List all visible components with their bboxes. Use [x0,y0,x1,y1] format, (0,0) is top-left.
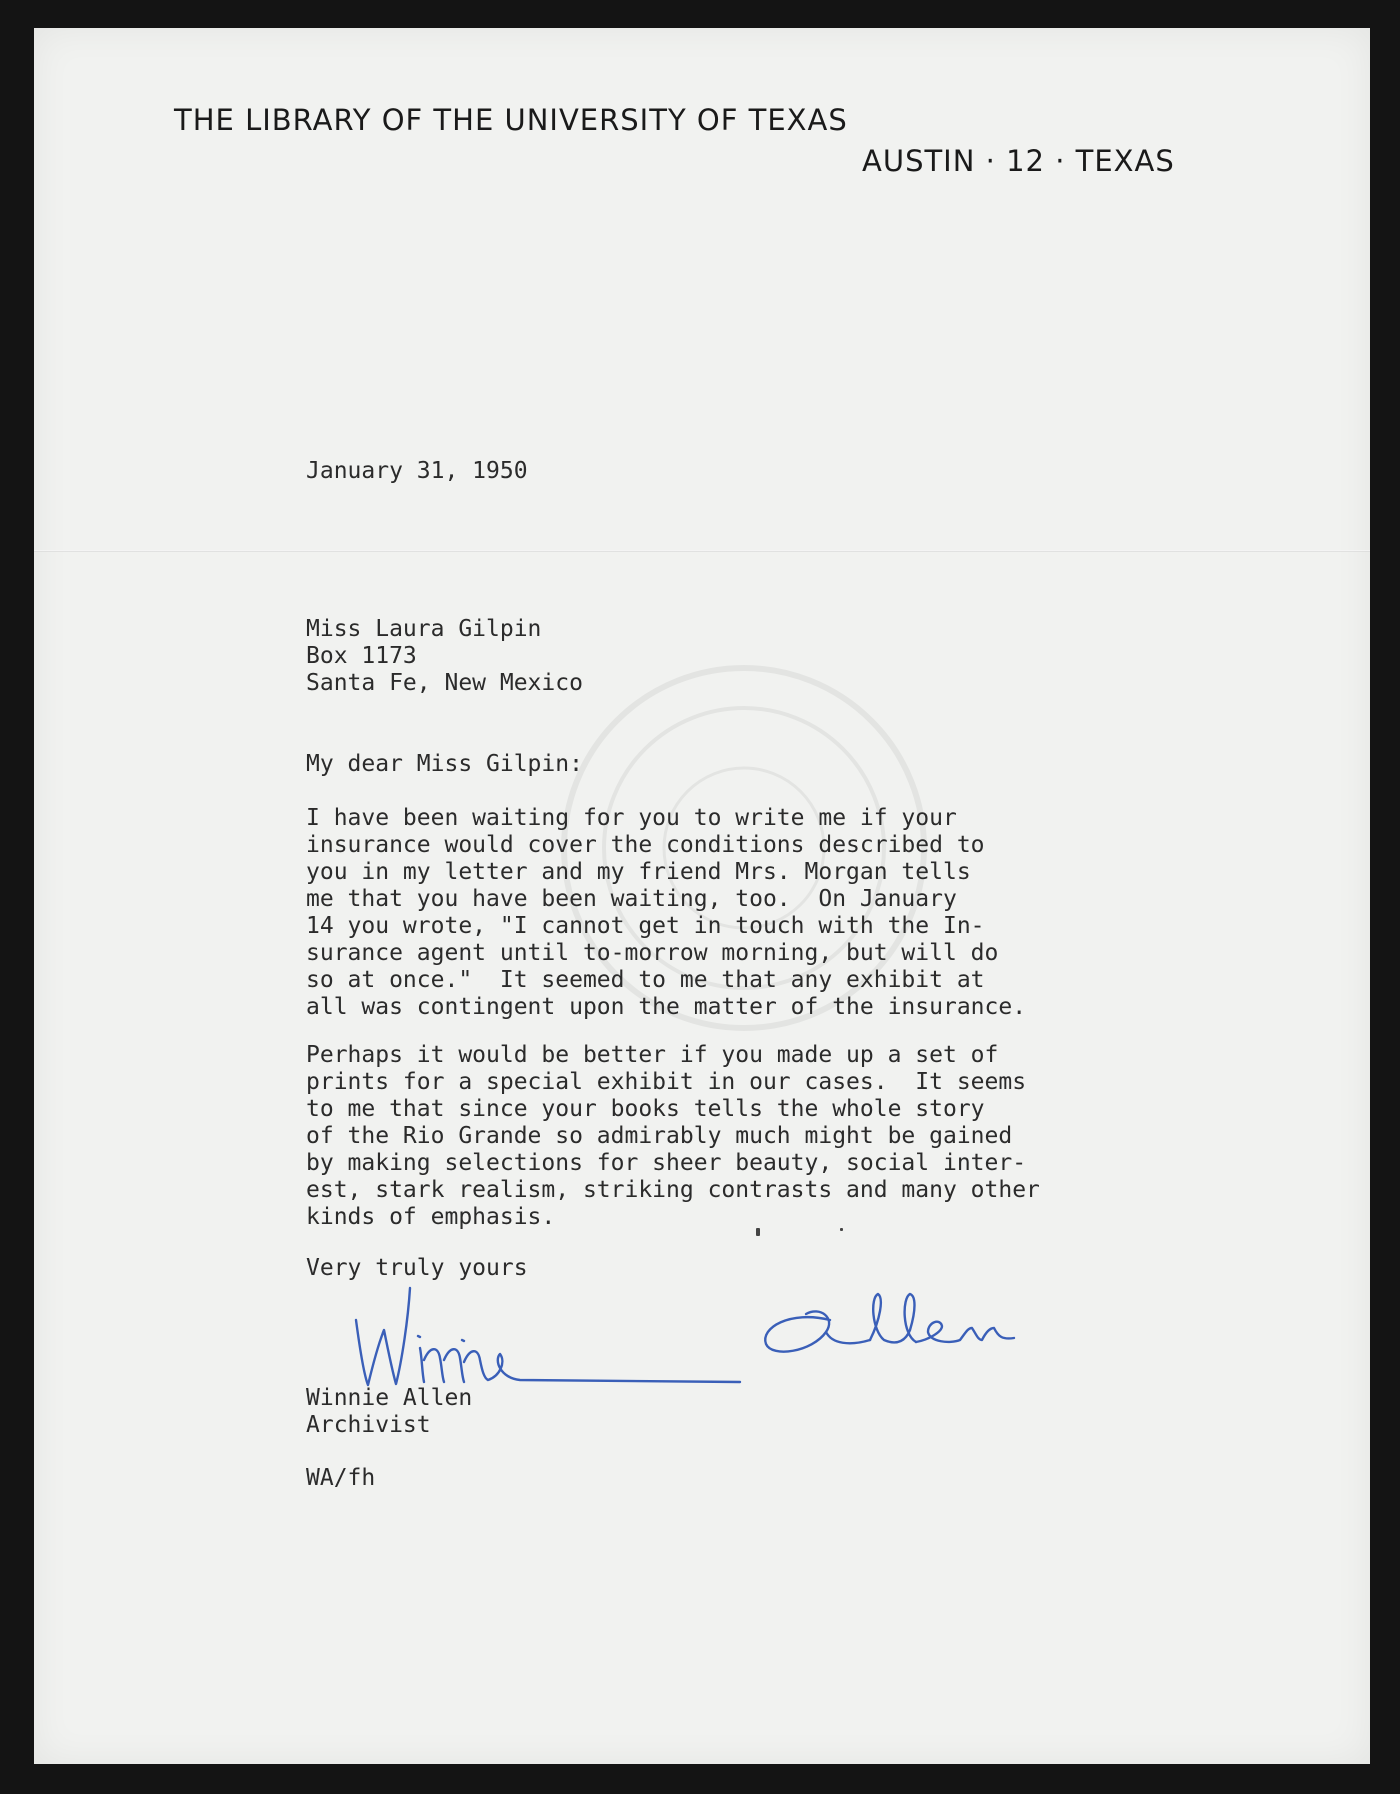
body-paragraph-2 [306,1042,1040,1231]
paragraph-line: I have been waiting for you to write me if your [306,805,957,831]
recipient-box: Box 1173 [306,643,417,669]
signer-title: Archivist [306,1412,431,1438]
signer-name: Winnie Allen [306,1385,473,1411]
recipient-city: Santa Fe, New Mexico [306,670,583,696]
closing: Very truly yours [306,1255,528,1281]
paragraph-line: est, stark realism, striking contrasts and many other [306,1177,1040,1203]
paragraph-line: Perhaps it would be better if you made up a set of [306,1042,999,1068]
handwritten-signature [350,1280,1090,1390]
paragraph-line: by making selections for sheer beauty, social inter- [306,1150,1027,1176]
paragraph-line: insurance would cover the conditions described to [306,832,985,858]
paragraph-line: 14 you wrote, "I cannot get in touch with the In- [306,913,985,939]
letterhead-institution: THE LIBRARY OF THE UNIVERSITY OF TEXAS [174,103,848,137]
salutation: My dear Miss Gilpin: [306,751,583,777]
recipient-address [306,616,583,697]
paragraph-line: surance agent until to-morrow morning, but will do [306,940,999,966]
recipient-name: Miss Laura Gilpin [306,616,542,642]
ink-speck [840,1228,843,1231]
letterhead-location: AUSTIN · 12 · TEXAS [862,144,1175,178]
paragraph-line: me that you have been waiting, too. On January [306,886,957,912]
paragraph-line: all was contingent upon the matter of the insurance. [306,994,1027,1020]
paper-fold-line [34,550,1370,552]
reference-initials: WA/fh [306,1465,376,1491]
paragraph-line: you in my letter and my friend Mrs. Morgan tells [306,859,971,885]
paragraph-line: to me that since your books tells the whole story [306,1096,985,1122]
signer-block [306,1385,472,1439]
paragraph-line: so at once." It seemed to me that any exhibit at [306,967,985,993]
paragraph-line: kinds of emphasis. [306,1204,556,1230]
paragraph-line: prints for a special exhibit in our cases. It seems [306,1069,1027,1095]
body-paragraph-1 [306,805,1026,1021]
letter-date: January 31, 1950 [306,458,528,484]
paragraph-line: of the Rio Grande so admirably much might be gained [306,1123,1013,1149]
ink-speck [756,1228,760,1236]
